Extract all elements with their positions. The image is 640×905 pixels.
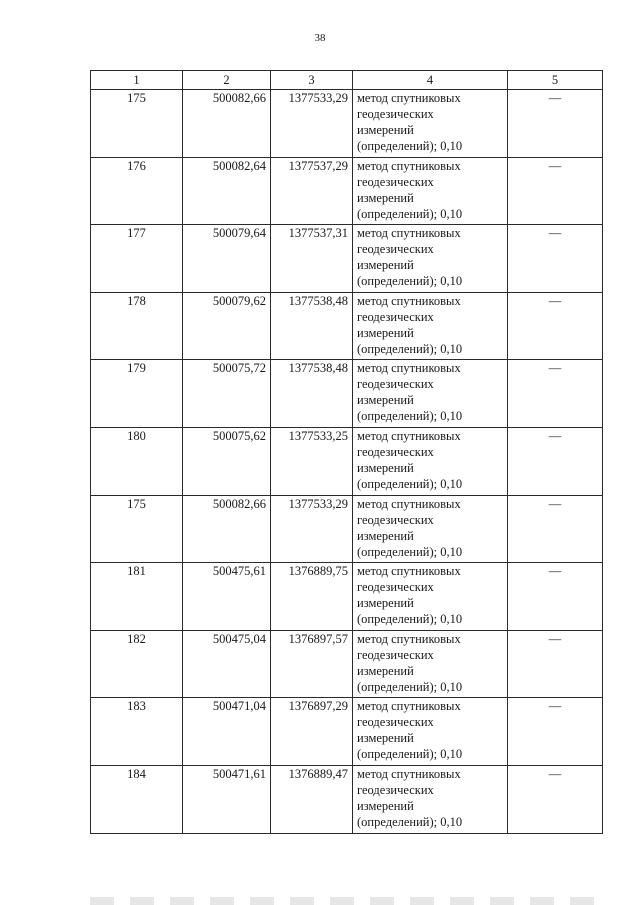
method-line: метод спутниковых xyxy=(357,564,461,579)
method-line: метод спутниковых xyxy=(357,361,461,376)
x-coordinate-cell: 500075,72 xyxy=(183,360,271,428)
method-line: метод спутниковых xyxy=(357,226,461,241)
y-coordinate-cell: 1377537,31 xyxy=(271,225,353,293)
method-line: (определений); 0,10 xyxy=(357,747,463,762)
method-line: (определений); 0,10 xyxy=(357,679,463,694)
column-header-4: 4 xyxy=(353,71,508,90)
table-row xyxy=(91,495,603,563)
method-line: геодезических xyxy=(357,107,434,121)
method-line: геодезических xyxy=(357,444,434,459)
y-coordinate-cell: 1376889,75 xyxy=(271,563,353,631)
x-coordinate-cell: 500082,64 xyxy=(183,157,271,225)
method-line: (определений); 0,10 xyxy=(357,476,463,491)
method-line: метод спутниковых xyxy=(357,91,461,105)
method-line: геодезических xyxy=(357,242,434,257)
x-coordinate-cell: 500082,66 xyxy=(183,495,271,563)
table-row xyxy=(91,698,603,766)
table-row xyxy=(91,360,603,428)
x-coordinate-cell: 500075,62 xyxy=(183,427,271,495)
x-coordinate-cell: 500079,64 xyxy=(183,225,271,293)
method-line: измерений xyxy=(357,123,414,137)
note-cell: — xyxy=(508,563,603,631)
footer-scan-strip xyxy=(90,897,602,905)
page-number: 38 xyxy=(314,32,326,44)
method-cell xyxy=(353,360,508,428)
method-cell xyxy=(353,157,508,225)
method-line: метод спутниковых xyxy=(357,699,461,714)
note-cell: — xyxy=(508,698,603,766)
point-number-cell: 175 xyxy=(91,90,183,158)
y-coordinate-cell: 1377538,48 xyxy=(271,292,353,360)
table-body xyxy=(91,90,603,834)
method-line: геодезических xyxy=(357,174,434,189)
method-line: измерений xyxy=(357,663,414,678)
y-coordinate-cell: 1377538,48 xyxy=(271,360,353,428)
method-line: (определений); 0,10 xyxy=(357,544,463,559)
method-line: метод спутниковых xyxy=(357,766,461,781)
table-header-row xyxy=(91,71,603,90)
table-row xyxy=(91,765,603,833)
method-line: метод спутниковых xyxy=(357,293,461,308)
note-cell: — xyxy=(508,427,603,495)
method-line: измерений xyxy=(357,393,414,408)
y-coordinate-cell: 1377533,29 xyxy=(271,495,353,563)
method-line: (определений); 0,10 xyxy=(357,139,463,153)
note-cell: — xyxy=(508,495,603,563)
method-line: измерений xyxy=(357,798,414,813)
method-cell xyxy=(353,495,508,563)
y-coordinate-cell: 1377537,29 xyxy=(271,157,353,225)
point-number-cell: 182 xyxy=(91,630,183,698)
method-line: геодезических xyxy=(357,377,434,392)
x-coordinate-cell: 500079,62 xyxy=(183,292,271,360)
method-line: измерений xyxy=(357,731,414,746)
x-coordinate-cell: 500471,04 xyxy=(183,698,271,766)
point-number-cell: 184 xyxy=(91,765,183,833)
note-cell: — xyxy=(508,292,603,360)
method-line: геодезических xyxy=(357,580,434,595)
method-cell xyxy=(353,765,508,833)
point-number-cell: 177 xyxy=(91,225,183,293)
method-line: (определений); 0,10 xyxy=(357,814,463,829)
point-number-cell: 183 xyxy=(91,698,183,766)
table-row xyxy=(91,630,603,698)
method-line: метод спутниковых xyxy=(357,428,461,443)
note-cell: — xyxy=(508,157,603,225)
y-coordinate-cell: 1376889,47 xyxy=(271,765,353,833)
method-cell xyxy=(353,90,508,158)
point-number-cell: 176 xyxy=(91,157,183,225)
y-coordinate-cell: 1377533,25 xyxy=(271,427,353,495)
method-cell xyxy=(353,292,508,360)
method-line: измерений xyxy=(357,190,414,205)
point-number-cell: 178 xyxy=(91,292,183,360)
method-cell xyxy=(353,225,508,293)
method-line: геодезических xyxy=(357,715,434,730)
column-header-5: 5 xyxy=(508,71,603,90)
note-cell: — xyxy=(508,360,603,428)
column-header-2: 2 xyxy=(183,71,271,90)
method-line: геодезических xyxy=(357,309,434,324)
method-cell xyxy=(353,630,508,698)
column-header-1: 1 xyxy=(91,71,183,90)
column-header-3: 3 xyxy=(271,71,353,90)
y-coordinate-cell: 1377533,29 xyxy=(271,90,353,158)
table-row xyxy=(91,225,603,293)
table-row xyxy=(91,90,603,158)
table-row xyxy=(91,427,603,495)
point-number-cell: 180 xyxy=(91,427,183,495)
method-line: геодезических xyxy=(357,647,434,662)
note-cell: — xyxy=(508,765,603,833)
coordinates-table xyxy=(90,70,603,834)
method-line: метод спутниковых xyxy=(357,496,461,511)
table-row xyxy=(91,157,603,225)
note-cell: — xyxy=(508,225,603,293)
method-line: измерений xyxy=(357,596,414,611)
point-number-cell: 175 xyxy=(91,495,183,563)
y-coordinate-cell: 1376897,29 xyxy=(271,698,353,766)
x-coordinate-cell: 500475,04 xyxy=(183,630,271,698)
method-cell xyxy=(353,698,508,766)
x-coordinate-cell: 500082,66 xyxy=(183,90,271,158)
method-line: геодезических xyxy=(357,782,434,797)
method-line: метод спутниковых xyxy=(357,631,461,646)
method-line: (определений); 0,10 xyxy=(357,409,463,424)
method-line: геодезических xyxy=(357,512,434,527)
method-line: (определений); 0,10 xyxy=(357,206,463,221)
x-coordinate-cell: 500471,61 xyxy=(183,765,271,833)
method-line: измерений xyxy=(357,325,414,340)
point-number-cell: 179 xyxy=(91,360,183,428)
note-cell: — xyxy=(508,90,603,158)
method-line: метод спутниковых xyxy=(357,158,461,173)
method-line: (определений); 0,10 xyxy=(357,341,463,356)
x-coordinate-cell: 500475,61 xyxy=(183,563,271,631)
method-line: измерений xyxy=(357,258,414,273)
note-cell: — xyxy=(508,630,603,698)
table-row xyxy=(91,292,603,360)
method-cell xyxy=(353,427,508,495)
method-line: измерений xyxy=(357,460,414,475)
method-line: (определений); 0,10 xyxy=(357,612,463,627)
method-cell xyxy=(353,563,508,631)
y-coordinate-cell: 1376897,57 xyxy=(271,630,353,698)
method-line: измерений xyxy=(357,528,414,543)
point-number-cell: 181 xyxy=(91,563,183,631)
method-line: (определений); 0,10 xyxy=(357,274,463,289)
table-row xyxy=(91,563,603,631)
